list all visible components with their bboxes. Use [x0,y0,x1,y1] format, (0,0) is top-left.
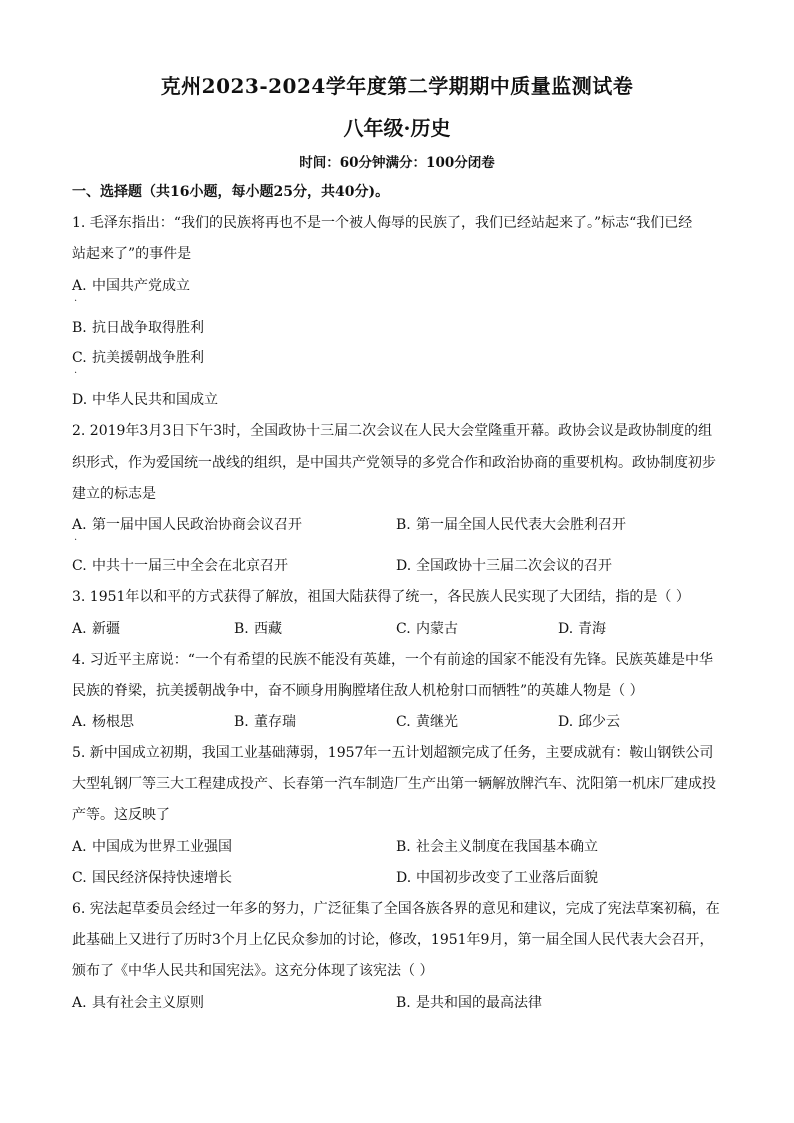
option-key: D. [72,392,88,408]
option-key: B. [396,995,411,1011]
question-2-option-d[interactable] [396,556,612,576]
punctuation-mark: . [74,293,78,304]
question-2-line-2: 织形式，作为爱国统一战线的组织，是中国共产党领导的多党合作和政治协商的重要机构。政协制度初步 [72,455,716,471]
option-key: A. [72,995,87,1011]
question-4-option-b[interactable] [234,712,296,732]
option-text: 第一届全国人民代表大会胜利召开 [416,517,626,533]
question-3-option-b[interactable] [234,619,282,639]
option-text: 西藏 [254,621,282,637]
exam-info: 时间：60分钟满分：100分闭卷 [299,155,495,171]
question-1-option-b[interactable] [72,318,204,338]
question-5-option-c[interactable] [72,868,232,888]
option-key: D. [558,621,574,637]
option-key: A. [72,278,87,294]
question-5-line-3: 产等。这反映了 [72,807,170,823]
question-2-option-b[interactable] [396,515,626,535]
question-6-option-b[interactable] [396,993,542,1013]
option-key: A. [72,621,87,637]
question-4-line-2: 民族的脊梁，抗美援朝战争中，奋不顾身用胸膛堵住敌人机枪射口而牺牲”的英雄人物是（ ） [72,683,644,699]
option-text: 董存瑞 [254,714,296,730]
question-2-option-c[interactable] [72,556,288,576]
question-5-option-d[interactable] [396,868,598,888]
option-text: 新疆 [92,621,120,637]
option-key: C. [396,621,411,637]
option-text: 具有社会主义原则 [92,995,204,1011]
option-key: D. [396,870,412,886]
option-key: B. [396,517,411,533]
option-text: 抗日战争取得胜利 [92,320,204,336]
option-key: A. [72,517,87,533]
question-3-option-c[interactable] [396,619,458,639]
question-4-line-1: 4. 习近平主席说：“一个有希望的民族不能没有英雄，一个有前途的国家不能没有先锋。民族英雄是中华 [72,652,713,668]
question-3-option-d[interactable] [558,619,606,639]
option-key: B. [234,621,249,637]
question-1-line-2: 站起来了”的事件是 [72,246,192,262]
question-1-option-d[interactable] [72,390,218,410]
punctuation-mark: . [74,532,78,543]
question-5-option-b[interactable] [396,837,598,857]
question-1-line-1: 1. 毛泽东指出：“我们的民族将再也不是一个被人侮辱的民族了，我们已经站起来了。”标志“我们已经 [72,215,693,231]
question-5-line-1: 5. 新中国成立初期，我国工业基础薄弱，1957年一五计划超额完成了任务，主要成就有：鞍山钢铁公司 [72,745,714,761]
question-2-option-a[interactable] [72,515,302,535]
option-text: 内蒙古 [416,621,458,637]
option-key: C. [72,870,87,886]
question-2-line-3: 建立的标志是 [72,486,156,502]
option-text: 社会主义制度在我国基本确立 [416,839,598,855]
option-key: C. [396,714,411,730]
question-2-line-1: 2. 2019年3月3日下午3时，全国政协十三届二次会议在人民大会堂隆重开幕。政协会议是政协制度的组 [72,423,713,439]
question-4-option-d[interactable] [558,712,620,732]
option-key: D. [558,714,574,730]
option-text: 中共十一届三中全会在北京召开 [92,558,288,574]
option-key: C. [72,558,87,574]
option-text: 青海 [578,621,606,637]
question-5-line-2: 大型轧钢厂等三大工程建成投产、长春第一汽车制造厂生产出第一辆解放牌汽车、沈阳第一机床厂建成投 [72,776,716,792]
question-1-option-a[interactable] [72,276,190,296]
option-text: 中国成为世界工业强国 [92,839,232,855]
option-text: 中国初步改变了工业落后面貌 [416,870,598,886]
option-text: 全国政协十三届二次会议的召开 [416,558,612,574]
question-6-line-3: 颁布了《中华人民共和国宪法》。这充分体现了该宪法（ ） [72,963,434,979]
option-text: 邱少云 [578,714,620,730]
exam-subtitle: 八年级·历史 [343,116,451,140]
option-key: C. [72,350,87,366]
option-text: 杨根思 [92,714,134,730]
punctuation-mark: . [74,365,78,376]
question-4-option-c[interactable] [396,712,458,732]
option-key: A. [72,839,87,855]
option-text: 国民经济保持快速增长 [92,870,232,886]
question-1-option-c[interactable] [72,348,204,368]
question-3-option-a[interactable] [72,619,120,639]
option-text: 黄继光 [416,714,458,730]
question-6-line-1: 6. 宪法起草委员会经过一年多的努力，广泛征集了全国各族各界的意见和建议，完成了宪法草案初稿，在 [72,901,720,917]
question-4-option-a[interactable] [72,712,134,732]
question-6-option-a[interactable] [72,993,204,1013]
question-6-line-2: 此基础上又进行了历时3个月上亿民众参加的讨论，修改，1951年9月，第一届全国人民代表大会召开， [72,932,714,948]
option-text: 中华人民共和国成立 [92,392,218,408]
section-title: 一、选择题（共16小题，每小题25分，共40分)。 [72,184,390,200]
exam-title: 克州2023-2024学年度第二学期期中质量监测试卷 [160,74,634,98]
option-key: A. [72,714,87,730]
option-key: B. [396,839,411,855]
option-key: B. [234,714,249,730]
option-text: 中国共产党成立 [92,278,190,294]
option-key: B. [72,320,87,336]
option-key: D. [396,558,412,574]
option-text: 抗美援朝战争胜利 [92,350,204,366]
question-3-line-1: 3. 1951年以和平的方式获得了解放，祖国大陆获得了统一，各民族人民实现了大团结，指的是（ ） [72,589,690,605]
option-text: 是共和国的最高法律 [416,995,542,1011]
option-text: 第一届中国人民政治协商会议召开 [92,517,302,533]
question-5-option-a[interactable] [72,837,232,857]
